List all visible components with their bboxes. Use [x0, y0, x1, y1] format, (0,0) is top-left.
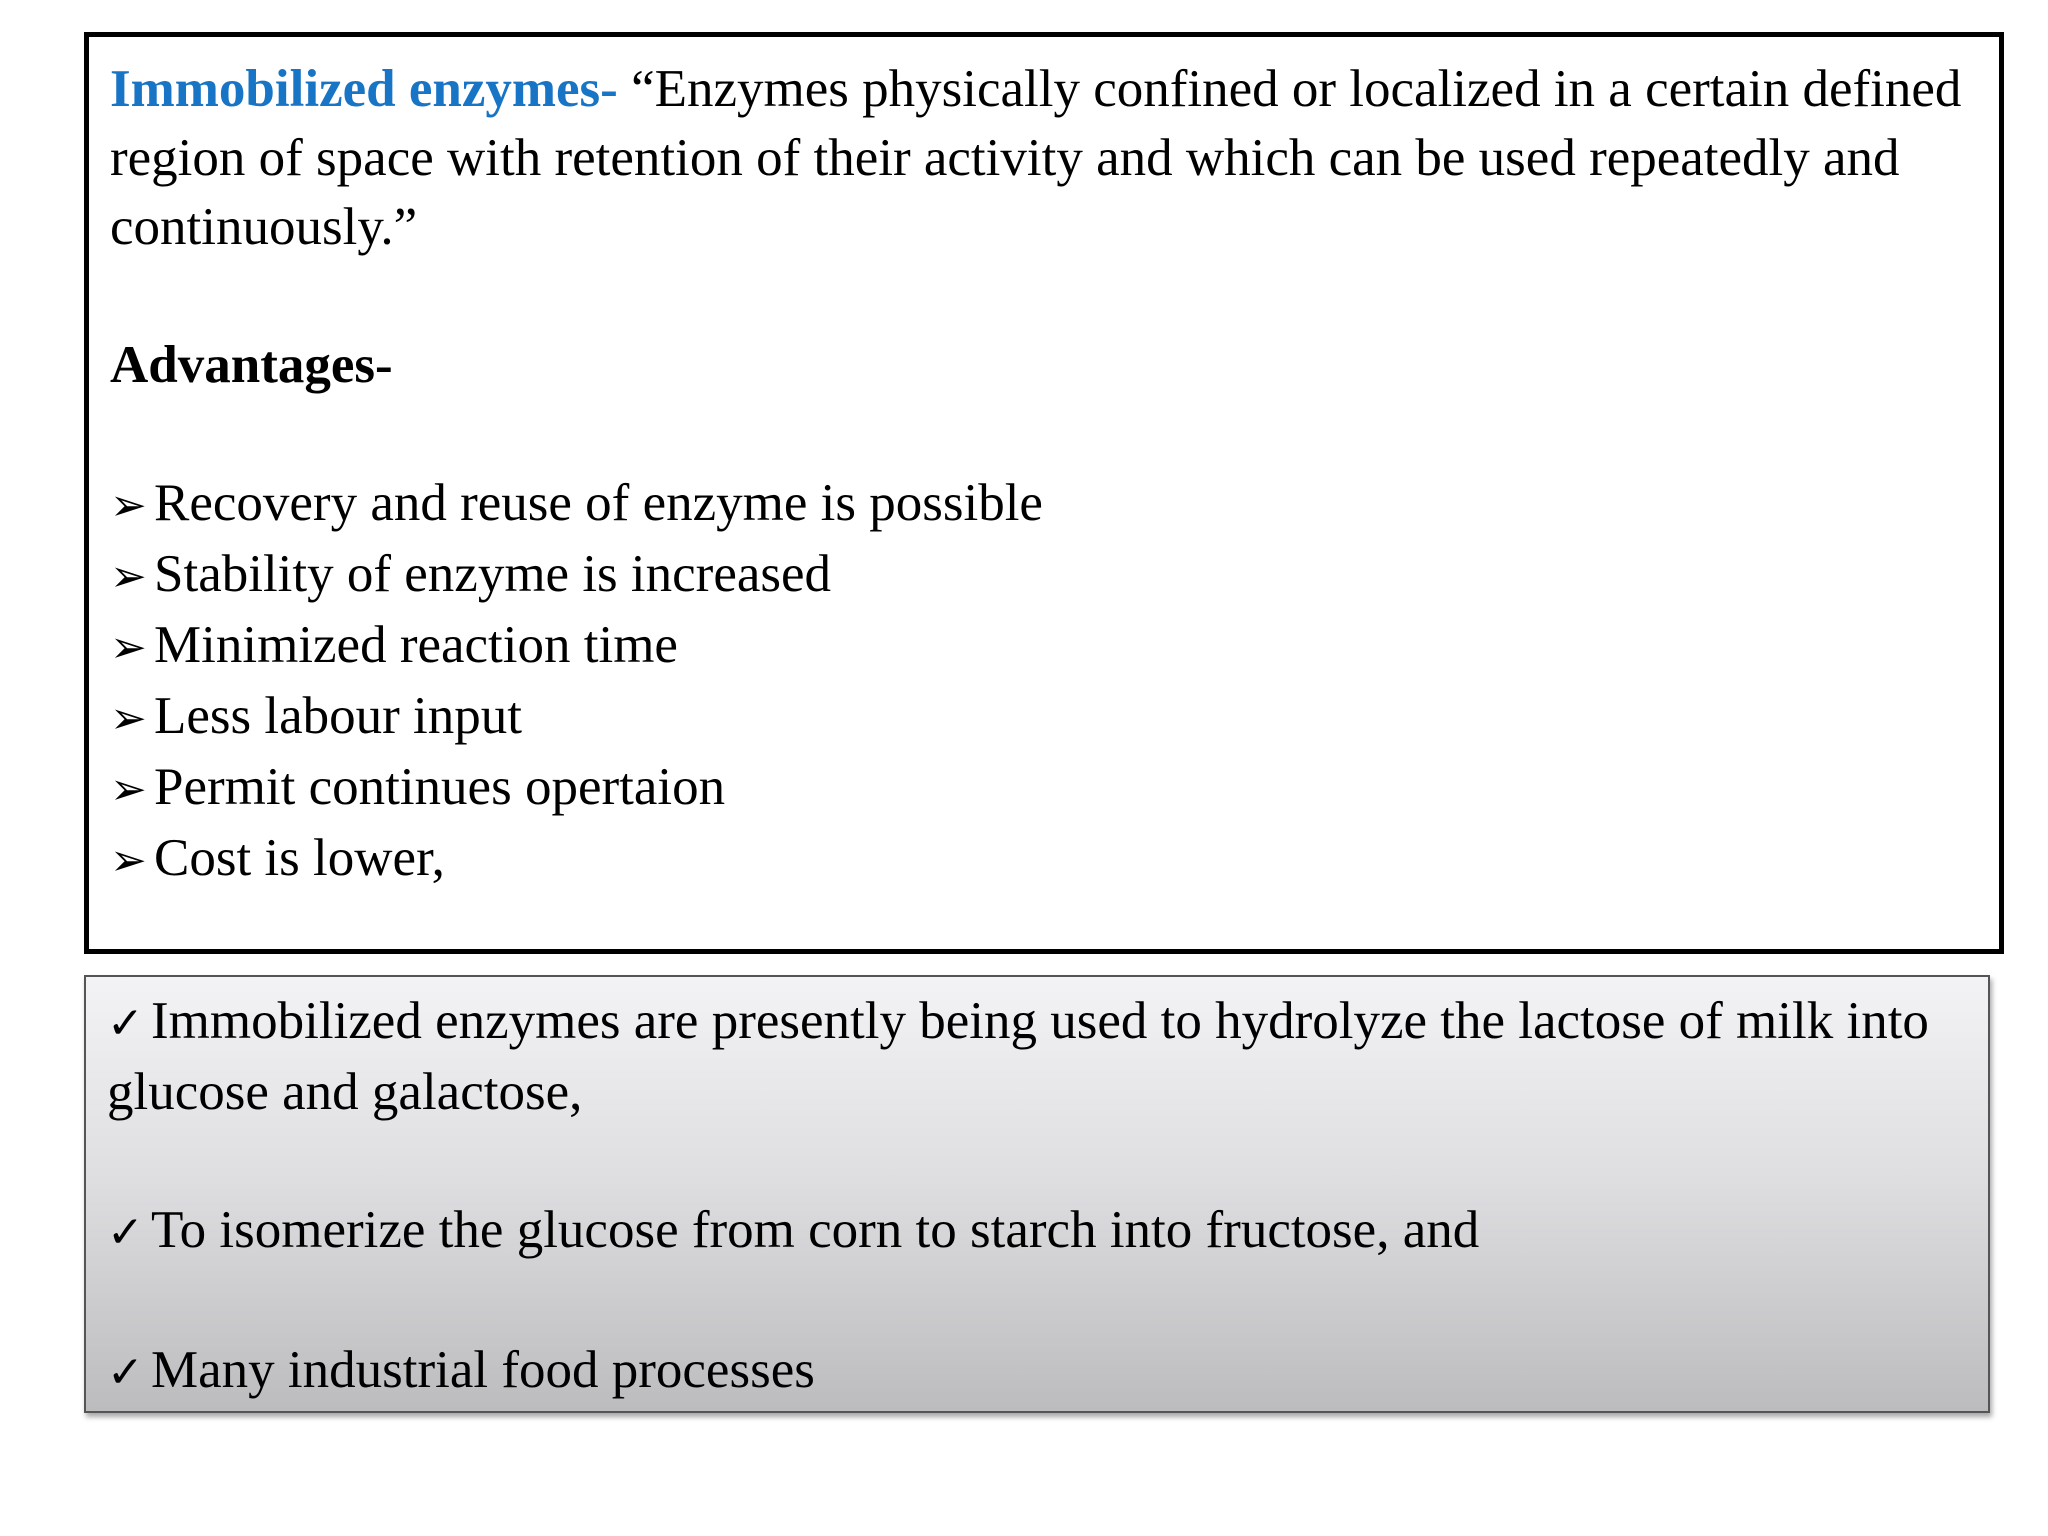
arrow-bullet-icon: ➢ [110, 480, 147, 531]
applications-list [107, 987, 1988, 1407]
arrow-bullet-icon: ➢ [110, 622, 147, 673]
advantage-text: Permit continues opertaion [154, 758, 726, 816]
checkmark-icon: ✓ [107, 1207, 144, 1258]
checkmark-icon: ✓ [107, 998, 144, 1049]
advantage-item [110, 753, 1999, 824]
application-item [107, 1336, 1987, 1407]
definition-term: Immobilized enzymes- [110, 60, 618, 118]
advantage-item [110, 824, 1999, 895]
advantages-heading: Advantages- [110, 336, 393, 394]
advantage-text: Less labour input [154, 687, 522, 745]
advantage-text: Stability of enzyme is increased [154, 545, 832, 603]
advantages-list [110, 469, 1999, 895]
arrow-bullet-icon: ➢ [110, 764, 147, 815]
checkmark-icon: ✓ [107, 1347, 144, 1398]
advantage-text: Cost is lower, [154, 829, 445, 887]
definition-box [84, 32, 2004, 954]
advantage-item [110, 682, 1999, 753]
definition-text: “Enzymes physically confined or localized in a certain defined region of space with retention of their activity and which can be used repeatedly and continuously.” [110, 60, 1962, 256]
arrow-bullet-icon: ➢ [110, 835, 147, 886]
advantage-item [110, 469, 1999, 540]
advantage-item [110, 540, 1999, 611]
advantage-text: Minimized reaction time [154, 616, 678, 674]
application-item [107, 987, 1987, 1127]
arrow-bullet-icon: ➢ [110, 551, 147, 602]
arrow-bullet-icon: ➢ [110, 693, 147, 744]
advantage-item [110, 611, 1999, 682]
application-text: Many industrial food processes [151, 1341, 815, 1399]
applications-box [84, 975, 1990, 1413]
application-text: To isomerize the glucose from corn to starch into fructose, and [151, 1201, 1480, 1259]
application-item [107, 1196, 1987, 1267]
advantage-text: Recovery and reuse of enzyme is possible [154, 474, 1043, 532]
application-text: Immobilized enzymes are presently being used to hydrolyze the lactose of milk into glucose and galactose, [107, 992, 1929, 1121]
definition-paragraph [110, 55, 1980, 262]
